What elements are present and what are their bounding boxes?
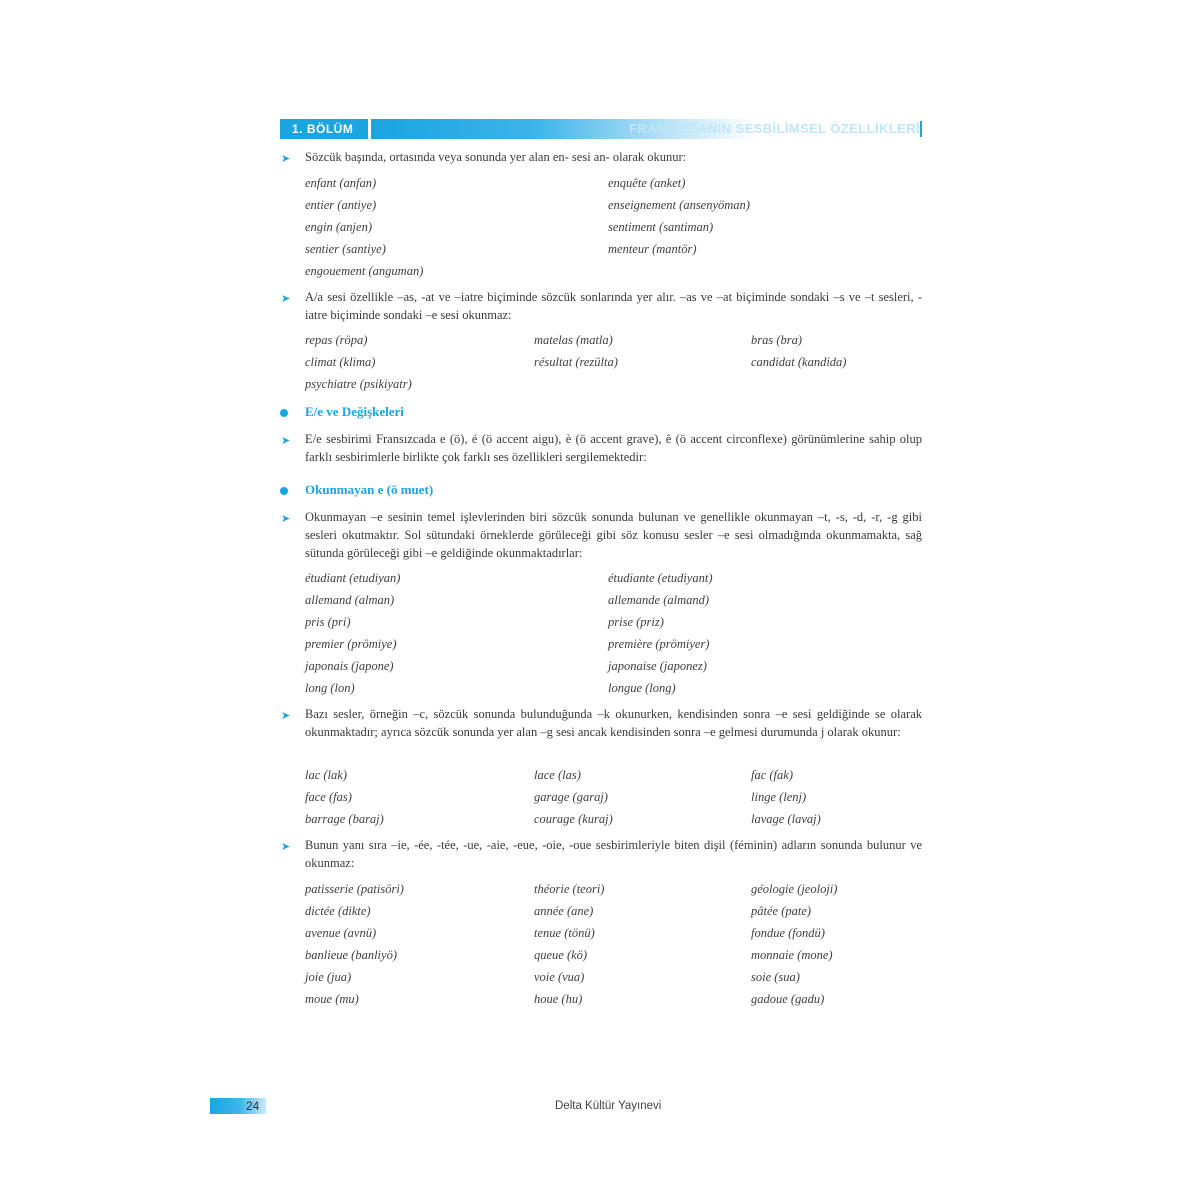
paragraph-k: Bazı sesler, örneğin –c, sözcük sonunda bulunduğunda –k okunurken, kendisinden sonra –e sesi geldiğinde se olarak okunmaktadır; ayrıca sözcük sonunda yer alan –g sesi ancak kendisinden sonra –e gelmesi durumunda j olarak okunur:	[305, 707, 922, 739]
example-item: première (prömiyer)	[608, 637, 710, 651]
chapter-title: FRANSIZCANIN SESBİLİMSEL ÖZELLİKLERİ	[629, 119, 920, 139]
example-item: lac (lak)	[305, 768, 347, 782]
example-item: banlieue (banliyö)	[305, 948, 397, 962]
example-item: linge (lenj)	[751, 790, 807, 804]
example-item: fondue (fondü)	[751, 926, 825, 940]
example-item: lavage (lavaj)	[751, 812, 821, 826]
example-item: patisserie (patisöri)	[305, 882, 404, 896]
paragraph-en: Sözcük başında, ortasında veya sonunda yer alan en- sesi an- olarak okunur:	[305, 150, 687, 164]
example-item: étudiante (etudiyant)	[608, 571, 713, 585]
example-item: engin (anjen)	[305, 220, 372, 234]
example-item: pris (pri)	[305, 615, 351, 629]
example-item: joie (jua)	[305, 970, 352, 984]
arrow-bullet-icon: ➤	[281, 434, 291, 447]
example-item: gadoue (gadu)	[751, 992, 825, 1006]
section-heading-muet: Okunmayan e (ö muet)	[305, 482, 434, 497]
arrow-bullet-icon: ➤	[281, 152, 291, 165]
arrow-bullet-icon: ➤	[281, 840, 291, 853]
dot-bullet-icon	[280, 409, 288, 417]
example-item: bras (bra)	[751, 333, 803, 347]
example-item: soie (sua)	[751, 970, 800, 984]
example-item: enquête (anket)	[608, 176, 686, 190]
example-item: japonais (japone)	[305, 659, 394, 673]
arrow-bullet-icon: ➤	[281, 292, 291, 305]
example-item: houe (hu)	[534, 992, 583, 1006]
example-item: longue (long)	[608, 681, 676, 695]
page-number: 24	[246, 1099, 260, 1113]
example-item: allemande (almand)	[608, 593, 710, 607]
example-item: candidat (kandida)	[751, 355, 847, 369]
example-item: premier (prömiye)	[305, 637, 397, 651]
example-item: face (fas)	[305, 790, 352, 804]
example-item: enseignement (ansenyöman)	[608, 198, 750, 212]
example-item: menteur (mantör)	[608, 242, 697, 256]
example-item: voie (vua)	[534, 970, 585, 984]
example-item: climat (klima)	[305, 355, 376, 369]
example-item: monnaie (mone)	[751, 948, 833, 962]
example-item: courage (kuraj)	[534, 812, 613, 826]
paragraph-muet: Okunmayan –e sesinin temel işlevlerinden biri sözcük sonunda bulunan ve genellikle okunmayan –t, -s, -d, -r, -g gibi sesleri okutmaktır. Sol sütundaki örneklerde görüleceği gibi söz konusu sesler –e sesi olmadığında okunmamakta, sağ sütunda görüleceği gibi –e geldiğinde okunmaktadırlar:	[305, 510, 922, 560]
example-item: moue (mu)	[305, 992, 359, 1006]
chapter-label: 1. BÖLÜM	[280, 119, 368, 139]
example-item: tenue (tönü)	[534, 926, 595, 940]
example-item: long (lon)	[305, 681, 355, 695]
example-item: allemand (alman)	[305, 593, 395, 607]
example-item: étudiant (etudiyan)	[305, 571, 401, 585]
example-item: queue (kö)	[534, 948, 588, 962]
arrow-bullet-icon: ➤	[281, 709, 291, 722]
example-item: année (ane)	[534, 904, 594, 918]
example-item: psychiatre (psikiyatr)	[305, 377, 412, 391]
example-item: théorie (teori)	[534, 882, 605, 896]
example-item: géologie (jeoloji)	[751, 882, 838, 896]
publisher-name: Delta Kültür Yayınevi	[555, 1100, 662, 1112]
section-heading-e: E/e ve Değişkeleri	[305, 404, 404, 419]
example-item: sentiment (santiman)	[608, 220, 714, 234]
paragraph-a: A/a sesi özellikle –as, -at ve –iatre biçiminde sözcük sonlarında yer alır. –as ve –at biçiminde sondaki –s ve –t sesleri, -iatre biçiminde sondaki –e sesi okunmaz:	[305, 290, 922, 322]
paragraph-e: E/e sesbirimi Fransızcada e (ö), é (ö accent aigu), è (ö accent grave), ê (ö accent circonflexe) görünümlerine sahip olup farklı sesbirimlerle birlikte çok farklı ses özellikleri sergilemektedir:	[305, 432, 922, 464]
dot-bullet-icon	[280, 487, 288, 495]
example-item: engouement (anguman)	[305, 264, 424, 278]
example-item: matelas (matla)	[534, 333, 613, 347]
example-item: garage (garaj)	[534, 790, 608, 804]
example-item: repas (röpa)	[305, 333, 368, 347]
example-item: pâtée (pate)	[751, 904, 812, 918]
chapter-header	[280, 119, 922, 139]
arrow-bullet-icon: ➤	[281, 512, 291, 525]
example-item: résultat (rezülta)	[534, 355, 618, 369]
example-item: dictée (dikte)	[305, 904, 371, 918]
example-item: fac (fak)	[751, 768, 793, 782]
example-item: barrage (baraj)	[305, 812, 384, 826]
example-item: enfant (anfan)	[305, 176, 377, 190]
example-item: prise (priz)	[608, 615, 664, 629]
example-item: avenue (avnü)	[305, 926, 377, 940]
example-item: entier (antiye)	[305, 198, 377, 212]
example-item: sentier (santiye)	[305, 242, 386, 256]
paragraph-feminine: Bunun yanı sıra –ie, -ée, -tée, -ue, -aie, -eue, -oie, -oue sesbirimleriyle biten dişil (féminin) adların sonunda bulunur ve okunmaz:	[305, 838, 922, 870]
example-item: lace (las)	[534, 768, 581, 782]
example-item: japonaise (japonez)	[608, 659, 707, 673]
